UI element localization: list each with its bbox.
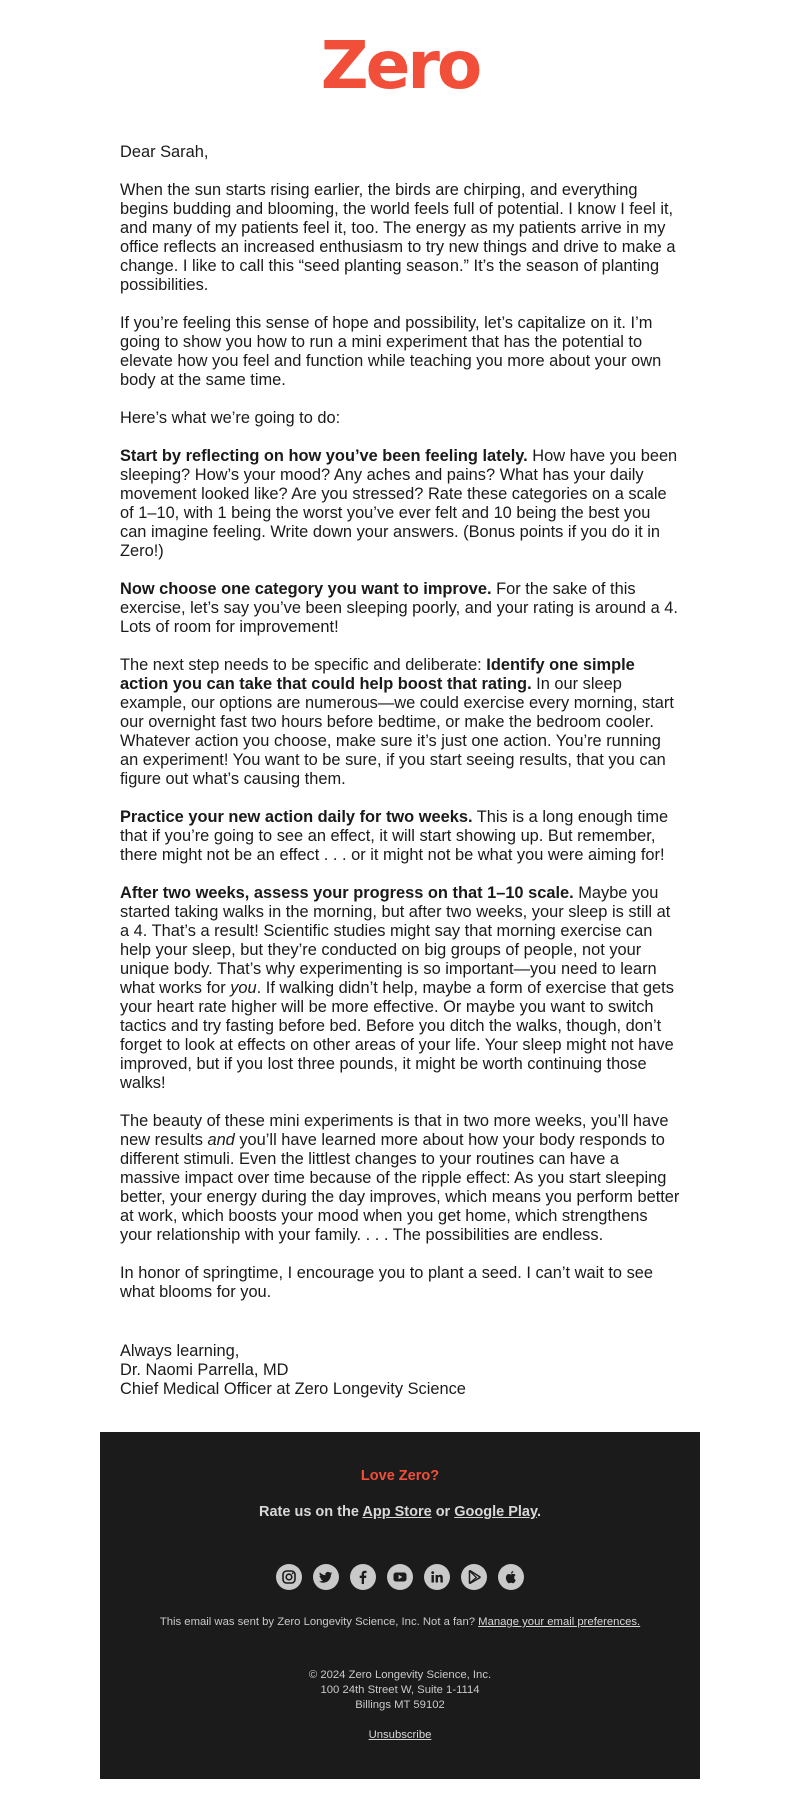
social-links	[100, 1564, 700, 1590]
letter-body	[120, 143, 680, 1418]
app-store-link[interactable]: App Store	[362, 1504, 432, 1520]
signoff: Always learning,	[120, 1342, 240, 1360]
greeting: Dear Sarah,	[120, 143, 209, 161]
footer	[100, 1432, 700, 1779]
unsubscribe-link[interactable]: Unsubscribe	[368, 1729, 432, 1741]
love-zero-heading: Love Zero?	[360, 1468, 440, 1484]
step-identify	[120, 656, 680, 789]
header	[0, 26, 800, 106]
step-assess	[120, 884, 680, 1093]
step-choose-heading: Now choose one category you want to improve.	[120, 580, 492, 598]
step-assess-emphasis: you	[230, 979, 257, 997]
paragraph-intro: When the sun starts rising earlier, the birds are chirping, and everything begins budding and blooming, the world feels full of potential. I know I feel it, and many of my patients feel it, too. The energy as my patients arrive in my office reflects an increased enthusiasm to try new things and drive to make a change. I like to call this “seed planting season.” It’s the season of planting possibilities.	[120, 181, 676, 294]
paragraph-beauty-a: The beauty of these mini experiments is that in two more weeks, you’ll have new results	[120, 1112, 669, 1149]
signature-block	[120, 1342, 680, 1399]
step-identify-text: In our sleep example, our options are numerous—we could exercise every morning, start our overnight fast two hours before bedtime, or make the bedroom cooler. Whatever action you choose, make sure it’s just one action. You’re running an experiment! You want to be sure, if you start seeing results, that you can figure out what’s causing them.	[120, 675, 674, 788]
rate-or: or	[431, 1504, 455, 1520]
step-identify-pre: The next step needs to be specific and deliberate:	[120, 656, 487, 674]
google-play-link[interactable]: Google Play	[454, 1504, 537, 1520]
step-assess-text-b: . If walking didn’t help, maybe a form of exercise that gets your heart rate higher will be more effective. Or maybe you want to switch tactics and try fasting before bed. Before you ditch the walks, though, don’t forget to look at effects on other areas of your life. Your sleep might not have improved, but if you lost three pounds, it might be worth continuing those walks!	[120, 979, 674, 1092]
paragraph-plan: Here’s what we’re going to do:	[120, 409, 341, 427]
paragraph-hope: If you’re feeling this sense of hope and possibility, let’s capitalize on it. I’m going to show you how to run a mini experiment that has the potential to elevate how you feel and function while teaching you more about your own body at the same time.	[120, 314, 662, 389]
step-practice-text: This is a long enough time that if you’re going to see an effect, it will start showing up. But remember, there might not be an effect . . . or it might not be what you were aiming for!	[120, 808, 669, 864]
instagram-icon[interactable]	[276, 1564, 302, 1590]
rate-us-line	[100, 1504, 700, 1520]
google-play-icon[interactable]	[461, 1564, 487, 1590]
linkedin-icon[interactable]	[424, 1564, 450, 1590]
step-practice-heading: Practice your new action daily for two weeks.	[120, 808, 473, 826]
step-reflect	[120, 447, 680, 561]
paragraph-beauty-emphasis: and	[207, 1131, 235, 1149]
step-reflect-heading: Start by reflecting on how you’ve been feeling lately.	[120, 447, 528, 465]
step-assess-text-a: Maybe you started taking walks in the morning, but after two weeks, your sleep is still at a 4. That’s a result! Scientific studies might say that morning exercise can help your sleep, but they’re conducted on big groups of people, not your unique body. That’s why experimenting is so important—you need to learn what works for	[120, 884, 671, 997]
manage-preferences-link[interactable]: Manage your email preferences.	[478, 1616, 641, 1628]
zero-logo[interactable]: Zero	[320, 27, 480, 104]
rate-prefix: Rate us on the	[259, 1504, 363, 1520]
step-identify-heading: Identify one simple action you can take that could help boost that rating.	[120, 656, 635, 693]
paragraph-beauty-b: you’ll have learned more about how your body responds to different stimuli. Even the littlest changes to your routines can have a massive impact over time because of the ripple effect: As you start sleeping better, your energy during the day improves, which means you perform better at work, which boosts your mood when you get home, which strengthens your relationship with your family. . . . The possibilities are endless.	[120, 1131, 680, 1244]
company-address	[100, 1668, 700, 1713]
twitter-icon[interactable]	[313, 1564, 339, 1590]
step-assess-heading: After two weeks, assess your progress on that 1–10 scale.	[120, 884, 574, 902]
address-line-1: 100 24th Street W, Suite 1-1114	[320, 1684, 480, 1696]
sent-notice	[100, 1616, 700, 1628]
youtube-icon[interactable]	[387, 1564, 413, 1590]
unsubscribe-wrap	[100, 1729, 700, 1741]
step-reflect-text: How have you been sleeping? How’s your mood? Any aches and pains? What has your daily movement looked like? Are you stressed? Rate these categories on a scale of 1–10, with 1 being the worst you’ve ever felt and 10 being the best you can imagine feeling. Write down your answers. (Bonus points if you do it in Zero!)	[120, 447, 678, 560]
signer-title: Chief Medical Officer at Zero Longevity Science	[120, 1380, 466, 1398]
rate-suffix: .	[536, 1504, 541, 1520]
sent-text: This email was sent by Zero Longevity Science, Inc. Not a fan?	[159, 1616, 479, 1628]
signer-name: Dr. Naomi Parrella, MD	[120, 1361, 289, 1379]
step-practice	[120, 808, 680, 865]
step-choose	[120, 580, 680, 637]
step-choose-text: For the sake of this exercise, let’s say you’ve been sleeping poorly, and your rating is around a 4. Lots of room for improvement!	[120, 580, 678, 636]
copyright: © 2024 Zero Longevity Science, Inc.	[308, 1669, 492, 1681]
address-line-2: Billings MT 59102	[355, 1699, 445, 1711]
paragraph-beauty	[120, 1112, 680, 1245]
facebook-icon[interactable]	[350, 1564, 376, 1590]
paragraph-honor: In honor of springtime, I encourage you to plant a seed. I can’t wait to see what blooms for you.	[120, 1264, 654, 1301]
apple-icon[interactable]	[498, 1564, 524, 1590]
